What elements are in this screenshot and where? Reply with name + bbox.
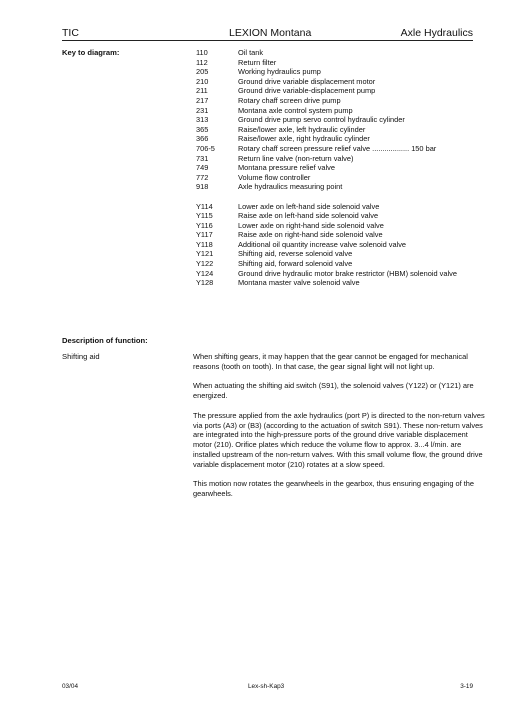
- key-code: Y124: [196, 268, 214, 278]
- key-row: [196, 278, 486, 288]
- key-row: [196, 144, 486, 154]
- shifting-aid-label: Shifting aid: [62, 352, 100, 361]
- description-paragraph: When shifting gears, it may happen that the gear cannot be engaged for mechanical reasons (tooth on tooth). In that case, the gear signal light will not light up.: [193, 352, 468, 371]
- key-description: Ground drive pump servo control hydraulic cylinder: [238, 115, 405, 125]
- key-description: Axle hydraulics measuring point: [238, 182, 343, 192]
- key-list: [196, 48, 486, 288]
- footer-document-code: Lex-sh-Kap3: [248, 683, 285, 690]
- key-description: Shifting aid, reverse solenoid valve: [238, 249, 353, 259]
- key-row: [196, 249, 486, 259]
- key-row: [196, 67, 486, 77]
- key-description: Raise/lower axle, left hydraulic cylinder: [238, 124, 366, 134]
- key-code: 772: [196, 172, 209, 182]
- key-row: [196, 202, 486, 212]
- key-description: Return line valve (non-return valve): [238, 153, 354, 163]
- key-code: 217: [196, 95, 209, 105]
- key-code: Y114: [196, 201, 213, 211]
- key-description: Montana master valve solenoid valve: [238, 278, 360, 288]
- key-code: Y117: [196, 230, 213, 240]
- key-description: Ground drive variable-displacement pump: [238, 86, 376, 96]
- description-paragraph: The pressure applied from the axle hydraulics (port P) is directed to the non-return valves via ports (A3) or (B3) (according to the actuation of switch S91). These non-return valves are integrated into the high-pressure ports of the ground drive variable displacement motor (210). Orifice plates which reduce the volume flow to approx. 3...4 l/min. are installed upstream of the non-return valves. With this small volume flow, the ground drive variable displacement motor (210) rotates at a slow speed.: [193, 410, 485, 469]
- key-row: [196, 58, 486, 68]
- key-description: Raise/lower axle, right hydraulic cylinder: [238, 134, 370, 144]
- key-row: [196, 115, 486, 125]
- key-code: Y115: [196, 211, 213, 221]
- key-row: [196, 211, 486, 221]
- key-row: [196, 173, 486, 183]
- key-group-gap: [196, 192, 486, 202]
- header-section-title: Axle Hydraulics: [400, 27, 473, 39]
- key-group-components: [196, 48, 486, 192]
- header-title: LEXION Montana: [229, 27, 312, 39]
- key-code: 110: [196, 48, 208, 57]
- key-code: 231: [196, 105, 209, 115]
- key-code: 210: [196, 76, 209, 86]
- key-code: 749: [196, 163, 209, 173]
- key-row: [196, 154, 486, 164]
- key-description: Ground drive variable displacement motor: [238, 76, 376, 86]
- key-code: 918: [196, 182, 209, 192]
- key-code: 313: [196, 115, 209, 125]
- description-paragraph: This motion now rotates the gearwheels in the gearbox, thus ensuring engaging of the gearwheels.: [193, 479, 475, 499]
- key-description: Volume flow controller: [238, 172, 311, 182]
- key-code: 706-5: [196, 143, 215, 153]
- key-row: [196, 230, 486, 240]
- key-row: [196, 182, 486, 192]
- header-divider: [62, 40, 473, 41]
- key-description: Lower axle on left-hand side solenoid valve: [238, 201, 380, 211]
- footer-page-number: 3-19: [460, 683, 473, 690]
- key-row: [196, 48, 486, 58]
- key-code: Y118: [196, 239, 213, 249]
- footer-date: 03/04: [62, 683, 78, 690]
- key-description: Working hydraulics pump: [238, 67, 321, 77]
- key-description: Return filter: [238, 57, 277, 67]
- function-description: [193, 352, 485, 509]
- key-code: Y116: [196, 220, 213, 230]
- key-row: [196, 163, 486, 173]
- function-section-label: Description of function:: [62, 336, 148, 345]
- header-left-text: TIC: [62, 27, 79, 39]
- key-code: Y121: [196, 249, 214, 259]
- key-row: [196, 269, 486, 279]
- key-row: [196, 86, 486, 96]
- key-description: Rotary chaff screen drive pump: [238, 95, 341, 105]
- key-code: 731: [196, 153, 209, 163]
- key-code: 365: [196, 124, 209, 134]
- description-paragraph: When actuating the shifting aid switch (S91), the solenoid valves (Y122) or (Y121) are energized.: [193, 381, 474, 401]
- key-code: Y122: [196, 259, 214, 269]
- key-description: Ground drive hydraulic motor brake restrictor (HBM) solenoid valve: [238, 268, 457, 278]
- key-group-solenoids: [196, 202, 486, 288]
- key-code: 112: [196, 57, 208, 67]
- key-row: [196, 259, 486, 269]
- key-description: Oil tank: [238, 48, 264, 57]
- key-description: Additional oil quantity increase valve solenoid valve: [238, 239, 407, 249]
- key-row: [196, 77, 486, 87]
- key-description: Raise axle on left-hand side solenoid valve: [238, 211, 379, 221]
- key-row: [196, 221, 486, 231]
- key-code: 205: [196, 67, 209, 77]
- key-description: Raise axle on right-hand side solenoid valve: [238, 230, 383, 240]
- key-section-label: Key to diagram:: [62, 48, 120, 57]
- key-code: 211: [196, 86, 208, 96]
- key-description: Lower axle on right-hand side solenoid valve: [238, 220, 384, 230]
- key-row: [196, 240, 486, 250]
- key-description: Montana pressure relief valve: [238, 163, 335, 173]
- key-row: [196, 96, 486, 106]
- key-description: Rotary chaff screen pressure relief valve .................. 150 bar: [238, 143, 437, 153]
- key-description: Shifting aid, forward solenoid valve: [238, 259, 353, 269]
- key-description: Montana axle control system pump: [238, 105, 353, 115]
- key-row: [196, 106, 486, 116]
- key-code: 366: [196, 134, 209, 144]
- key-code: Y128: [196, 278, 214, 288]
- key-row: [196, 125, 486, 135]
- key-row: [196, 134, 486, 144]
